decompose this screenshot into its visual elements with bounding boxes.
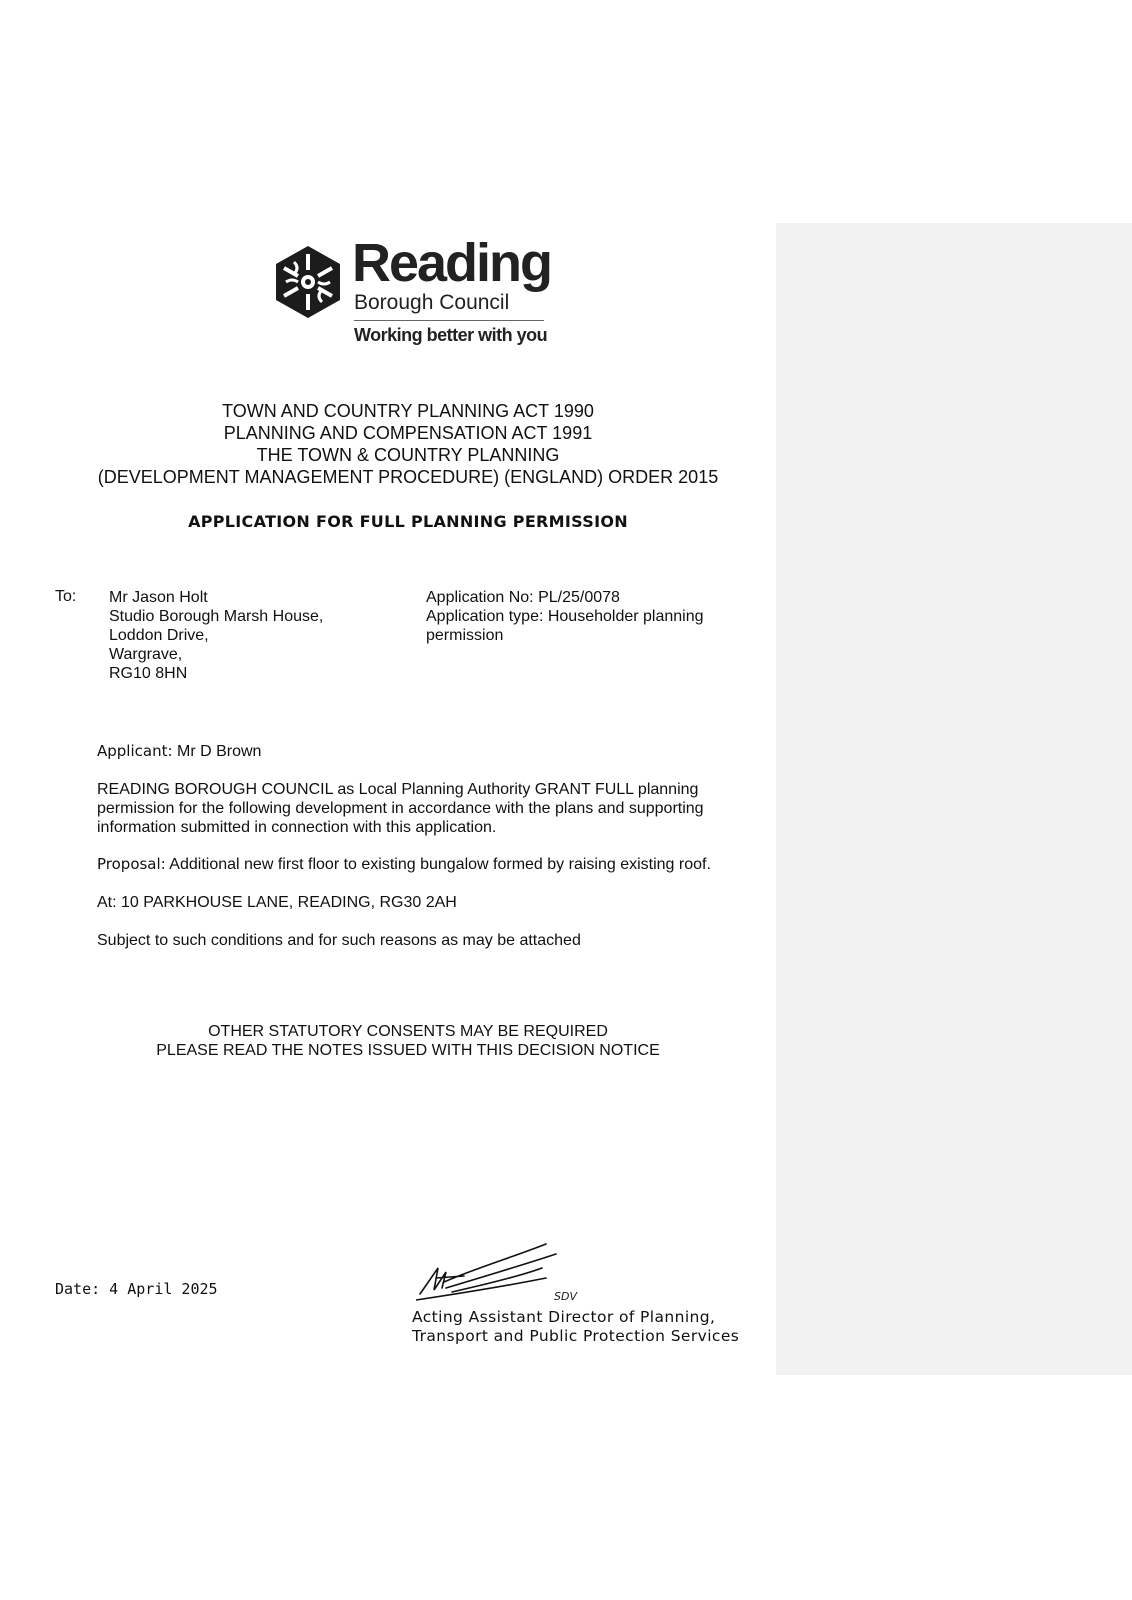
logo-name: Reading [352, 233, 552, 293]
signatory-line: Transport and Public Protection Services [412, 1327, 740, 1345]
applicant-name: Mr D Brown [176, 743, 262, 760]
site-address: At: 10 PARKHOUSE LANE, READING, RG30 2AH [97, 894, 457, 911]
application-type: Application type: Householder planning permission [426, 608, 704, 644]
signature [416, 1238, 586, 1304]
signatory-title [412, 1308, 739, 1346]
council-logo [270, 233, 570, 350]
address-line: Wargrave, [109, 646, 183, 663]
grant-statement: READING BOROUGH COUNCIL as Local Planning Authority GRANT FULL planning permission for the following development in accordance with the plans and supporting information submitted in connection with this application. [97, 781, 704, 836]
proposal-text: Additional new first floor to existing bungalow formed by raising existing roof. [169, 856, 711, 873]
act-line: TOWN AND COUNTRY PLANNING ACT 1990 [222, 401, 594, 421]
to-label: To: [55, 588, 77, 605]
address-line: RG10 8HN [109, 665, 188, 682]
conditions-statement: Subject to such conditions and for such reasons as may be attached [97, 932, 581, 949]
application-info [426, 588, 746, 645]
logo-tagline: Working better with you [354, 325, 548, 345]
applicant-label: Applicant: [97, 742, 173, 760]
logo-divider [354, 320, 544, 321]
signatory-line: Acting Assistant Director of Planning, [412, 1308, 716, 1326]
document-title: APPLICATION FOR FULL PLANNING PERMISSION [188, 512, 628, 531]
recipient-address [109, 588, 323, 683]
notice-line: OTHER STATUTORY CONSENTS MAY BE REQUIRED [208, 1023, 608, 1040]
applicant [97, 742, 747, 761]
jigsaw-hexagon-icon [270, 244, 346, 320]
proposal-label: Proposal: [97, 855, 166, 873]
proposal [97, 855, 747, 874]
address-line: Studio Borough Marsh House, [109, 608, 324, 625]
address-line: Mr Jason Holt [109, 589, 208, 606]
legislation-heading [40, 400, 776, 488]
logo-subtitle: Borough Council [354, 291, 510, 314]
side-panel [776, 223, 1132, 1375]
act-line: (DEVELOPMENT MANAGEMENT PROCEDURE) (ENGLAND) ORDER 2015 [97, 467, 719, 487]
decision-date: Date: 4 April 2025 [55, 1280, 218, 1298]
address-line: Loddon Drive, [109, 627, 209, 644]
act-line: THE TOWN & COUNTRY PLANNING [256, 445, 560, 465]
act-line: PLANNING AND COMPENSATION ACT 1991 [223, 423, 593, 443]
application-number: Application No: PL/25/0078 [426, 589, 620, 606]
statutory-notice [40, 1022, 776, 1060]
notice-line: PLEASE READ THE NOTES ISSUED WITH THIS DECISION NOTICE [156, 1042, 660, 1059]
signature-initials: SDV [554, 1290, 577, 1303]
